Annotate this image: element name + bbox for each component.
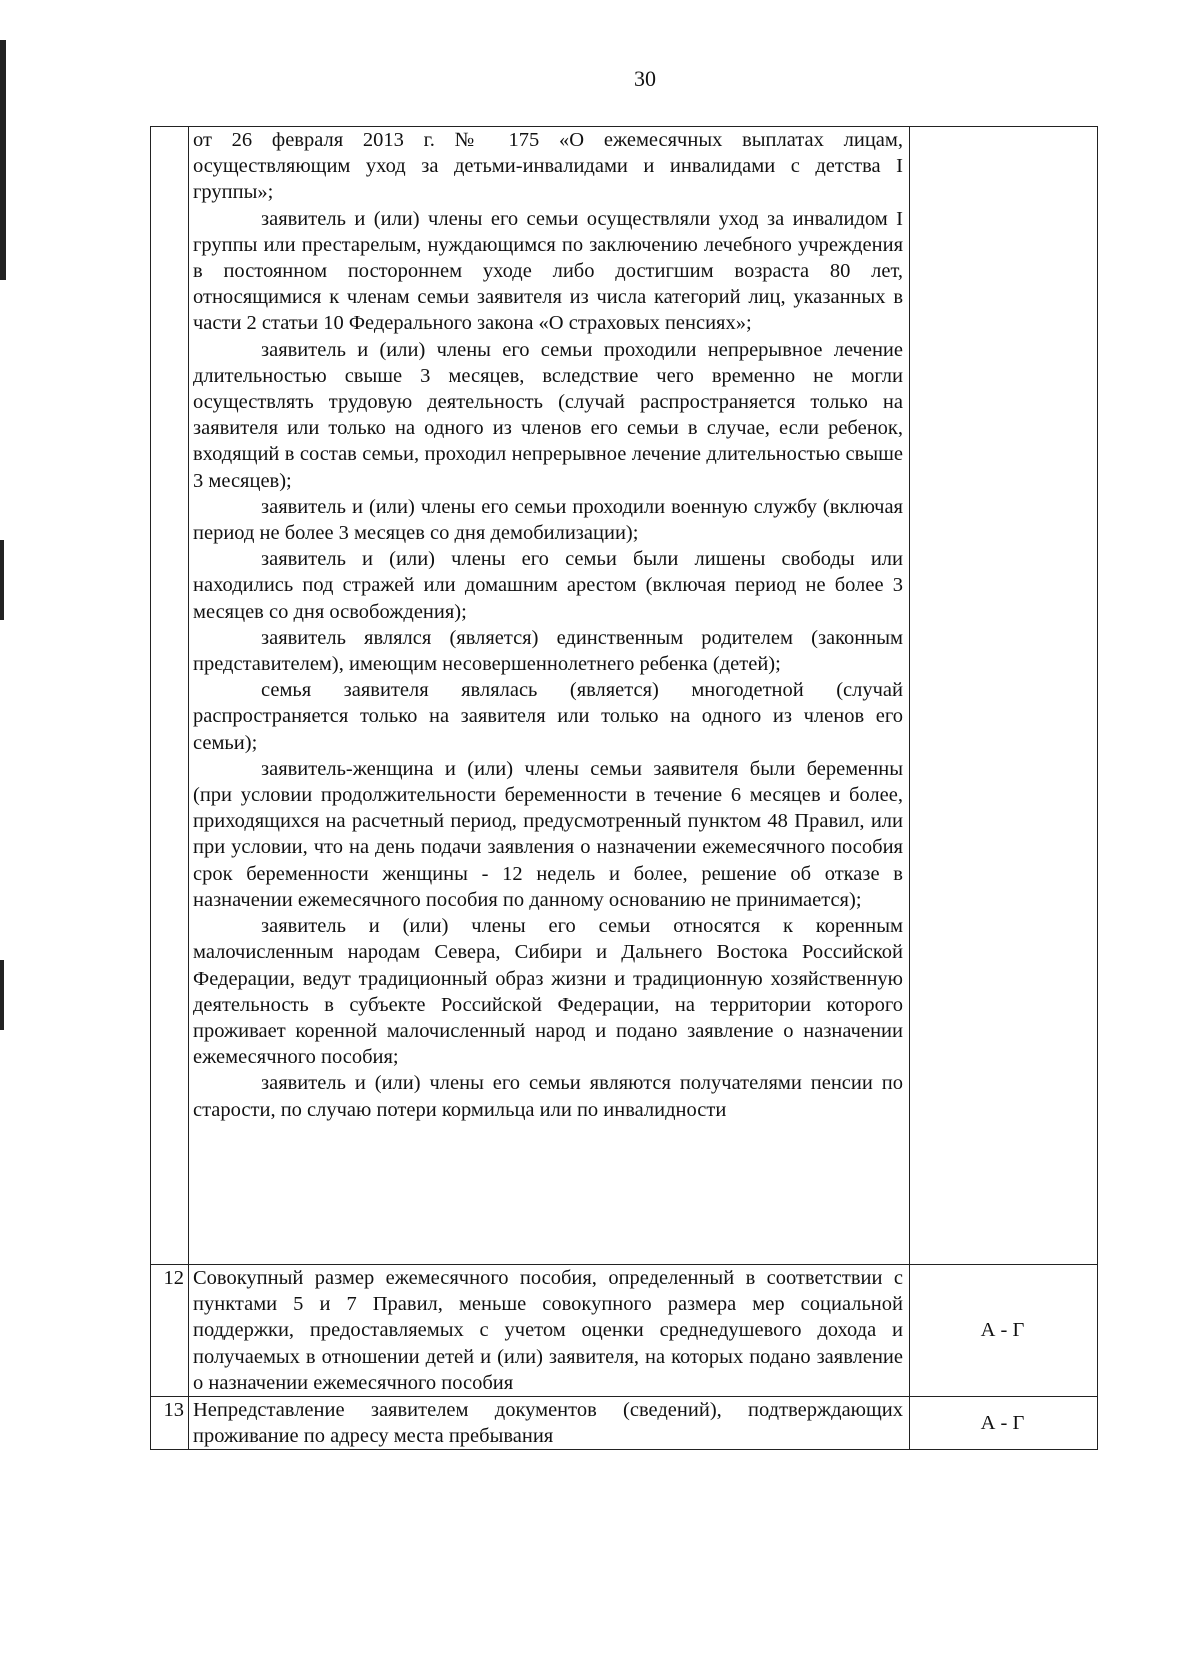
paragraph: заявитель и (или) члены его семьи проходили непрерывное лечение длительностью свыше 3 месяцев, вследствие чего временно не могли осуществлять трудовую деятельность (случай распространяется только на заявителя или только на одного из членов его семьи в случае, если ребенок, входящий в состав семьи, проходил непрерывное лечение длительностью свыше 3 месяцев); bbox=[193, 338, 903, 492]
table-row bbox=[151, 1397, 1098, 1450]
paragraph: заявитель и (или) члены его семьи были лишены свободы или находились под стражей или домашним арестом (включая период не более 3 месяцев со дня освобождения); bbox=[193, 548, 903, 623]
paragraph: заявитель и (или) члены его семьи относятся к коренным малочисленным народам Севера, Сибири и Дальнего Востока Российской Федерации, ведут традиционный образ жизни и традиционную хозяйственную деятельность в субъекте Российской Федерации, на территории которого проживает коренной малочисленный народ и подано заявление о назначении ежемесячного пособия; bbox=[193, 915, 903, 1069]
paragraph: Непредставление заявителем документов (сведений), подтверждающих проживание по адресу места пребывания bbox=[193, 1399, 903, 1448]
paragraph: от 26 февраля 2013 г. № 175 «О ежемесячных выплатах лицам, осуществляющим уход за детьми-инвалидами и инвалидами с детства I группы»; bbox=[193, 129, 903, 204]
paragraph: заявитель и (или) члены его семьи являются получателями пенсии по старости, по случаю потери кормильца или по инвалидности bbox=[193, 1072, 903, 1121]
row-text-cell bbox=[189, 1397, 910, 1450]
scan-edge-mark bbox=[0, 960, 4, 1030]
scan-edge-mark bbox=[0, 540, 4, 620]
row-number-cell: 13 bbox=[151, 1397, 189, 1450]
paragraph: заявитель-женщина и (или) члены семьи заявителя были беременны (при условии продолжительности беременности в течение 6 месяцев и более, приходящихся на расчетный период, предусмотренный пунктом 48 Правил, или при условии, что на день подачи заявления о назначении ежемесячного пособия срок беременности женщины - 12 недель и более, решение об отказе в назначении ежемесячного пособия по данному основанию не принимается); bbox=[193, 757, 903, 911]
paragraph: заявитель и (или) члены его семьи осуществляли уход за инвалидом I группы или престарелым, нуждающимся по заключению лечебного учреждения в постоянном постороннем уходе либо достигшим возраста 80 лет, относящимися к членам семьи заявителя из числа категорий лиц, указанных в части 2 статьи 10 Федерального закона «О страховых пенсиях»; bbox=[193, 207, 903, 335]
paragraph: семья заявителя являлась (является) многодетной (случай распространяется только на заявителя или только на одного из членов его семьи); bbox=[193, 679, 903, 754]
table-row bbox=[151, 127, 1098, 1265]
document-table bbox=[150, 126, 1098, 1450]
row-number-cell: 12 bbox=[151, 1265, 189, 1397]
row-number-cell bbox=[151, 127, 189, 1265]
paragraph: Совокупный размер ежемесячного пособия, определенный в соответствии с пунктами 5 и 7 Правил, меньше совокупного размера мер социальной поддержки, предоставляемых с учетом оценки среднедушевого дохода и получаемых в отношении детей и (или) заявителя, на которых подано заявление о назначении ежемесячного пособия bbox=[193, 1267, 903, 1394]
table-row bbox=[151, 1265, 1098, 1397]
page-number: 30 bbox=[634, 66, 656, 91]
row-code-cell: А - Г bbox=[910, 1397, 1098, 1450]
row-code-cell: А - Г bbox=[910, 1265, 1098, 1397]
paragraph: заявитель являлся (является) единственным родителем (законным представителем), имеющим несовершеннолетнего ребенка (детей); bbox=[193, 626, 903, 676]
row-text-cell bbox=[189, 127, 910, 1265]
row-code-cell bbox=[910, 127, 1098, 1265]
paragraph: заявитель и (или) члены его семьи проходили военную службу (включая период не более 3 месяцев со дня демобилизации); bbox=[193, 495, 903, 545]
row-text-cell bbox=[189, 1265, 910, 1397]
